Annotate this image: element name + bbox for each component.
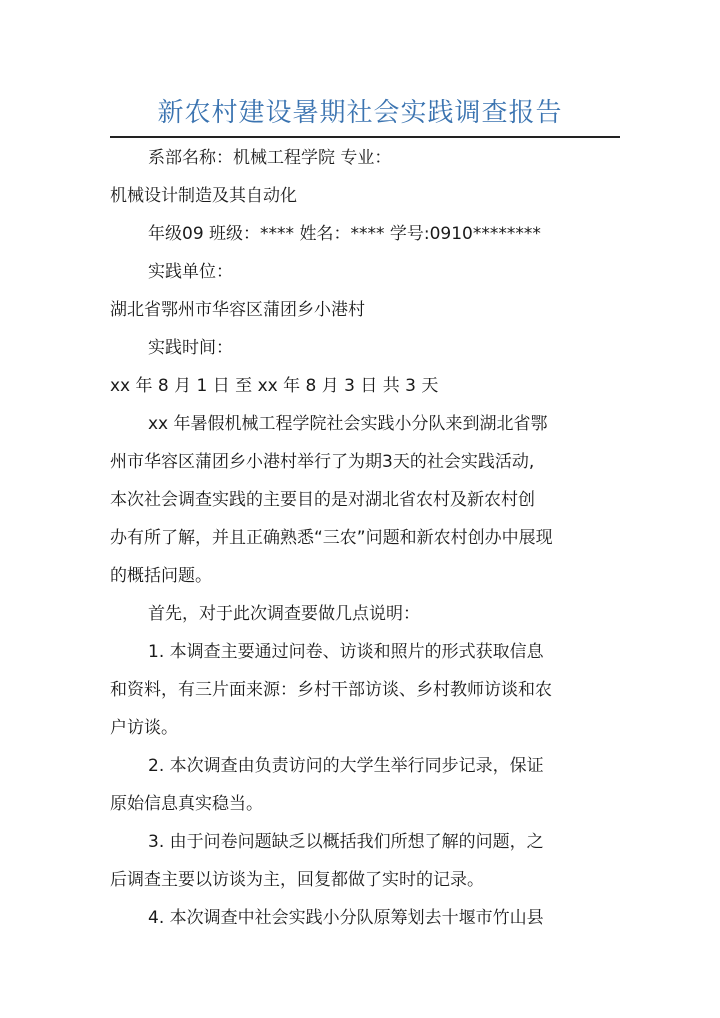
practice-time-label: 实践时间： <box>148 338 233 358</box>
major-line: 机械设计制造及其自动化 <box>110 186 297 206</box>
paragraph-1-line-3: 本次社会调查实践的主要目的是对湖北省农村及新农村创 <box>110 490 535 510</box>
department-line: 系部名称：机械工程学院 专业： <box>148 148 392 168</box>
note-3-line-1: 3. 由于问卷问题缺乏以概括我们所想了解的问题，之 <box>148 832 544 852</box>
note-2-line-2: 原始信息真实稳当。 <box>110 794 263 814</box>
grade-class-line: 年级09 班级：**** 姓名：**** 学号:0910******** <box>148 224 541 244</box>
note-1-line-1: 1. 本调查主要通过问卷、访谈和照片的形式获取信息 <box>148 642 544 662</box>
practice-unit-label: 实践单位： <box>148 262 233 282</box>
note-2-line-1: 2. 本次调查由负责访问的大学生举行同步记录，保证 <box>148 756 544 776</box>
note-3-line-2: 后调查主要以访谈为主，回复都做了实时的记录。 <box>110 870 484 890</box>
practice-time-value: xx 年 8 月 1 日 至 xx 年 8 月 3 日 共 3 天 <box>110 376 439 396</box>
paragraph-1-line-1: xx 年暑假机械工程学院社会实践小分队来到湖北省鄂 <box>148 414 548 434</box>
practice-unit-value: 湖北省鄂州市华容区蒲团乡小港村 <box>110 300 365 320</box>
note-4-line-1: 4. 本次调查中社会实践小分队原筹划去十堰市竹山县 <box>148 908 544 928</box>
paragraph-1-line-4: 办有所了解，并且正确熟悉“三农”问题和新农村创办中展现 <box>110 528 553 548</box>
paragraph-1-line-2: 州市华容区蒲团乡小港村举行了为期3天的社会实践活动, <box>110 452 535 472</box>
note-1-line-2: 和资料，有三片面来源：乡村干部访谈、乡村教师访谈和农 <box>110 680 552 700</box>
note-1-line-3: 户访谈。 <box>110 718 178 738</box>
notes-intro: 首先，对于此次调查要做几点说明： <box>148 604 420 624</box>
paragraph-1-line-5: 的概括问题。 <box>110 566 212 586</box>
title-underline <box>110 136 620 138</box>
document-title: 新农村建设暑期社会实践调查报告 <box>157 98 563 128</box>
